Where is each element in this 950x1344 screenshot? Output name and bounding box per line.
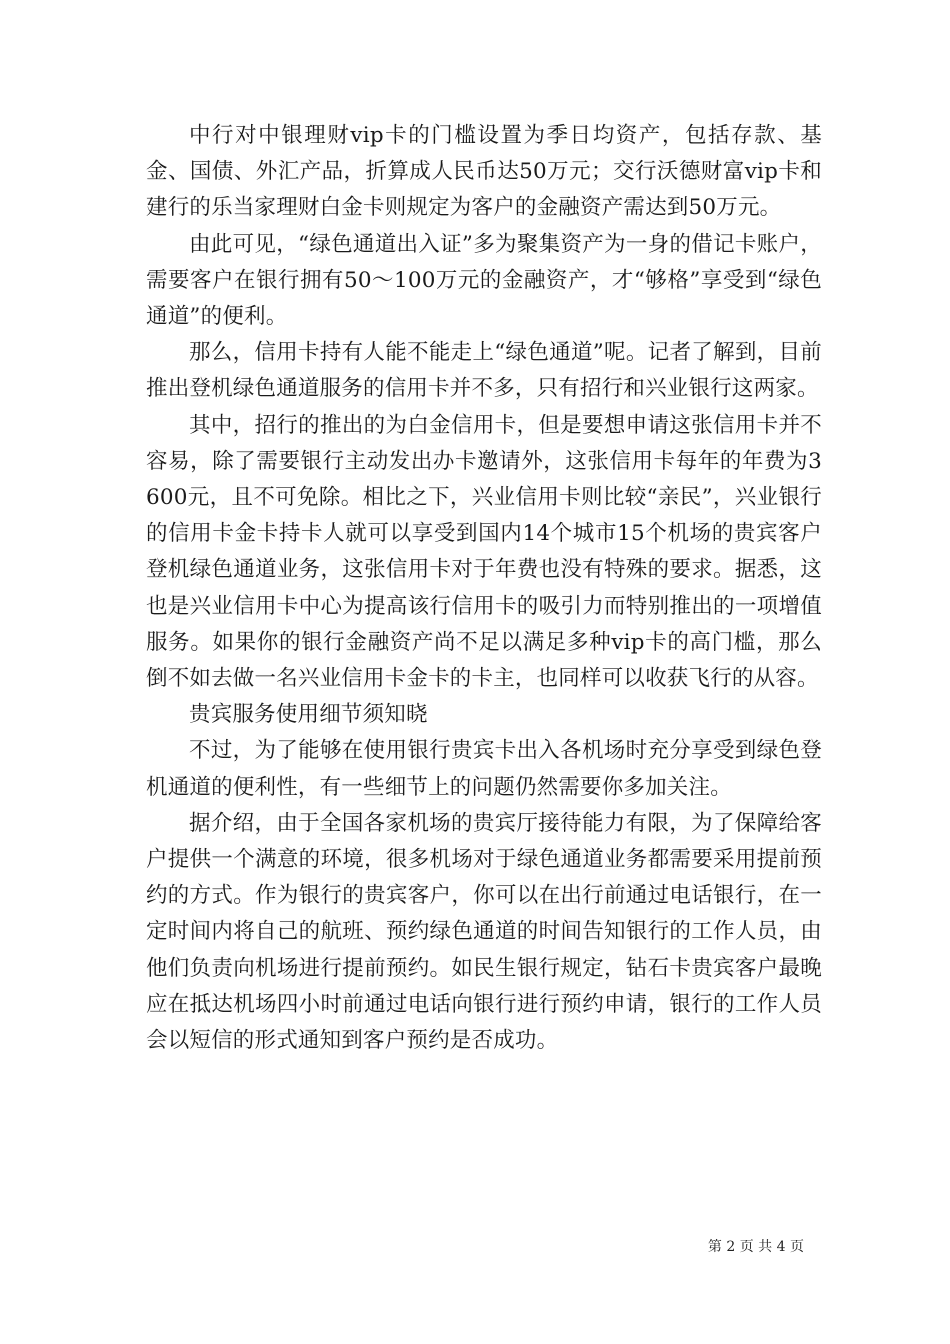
- document-body: [146, 118, 822, 1059]
- section-heading: 贵宾服务使用细节须知晓: [189, 702, 428, 728]
- paragraph-5: 不过，为了能够在使用银行贵宾卡出入各机场时充分享受到绿色登机通道的便利性，有一些细节上的问题仍然需要你多加关注。: [146, 738, 822, 800]
- paragraph-1: 中行对中银理财vip卡的门槛设置为季日均资产，包括存款、基金、国债、外汇产品，折算成人民币达50万元；交行沃德财富vip卡和建行的乐当家理财白金卡则规定为客户的金融资产需达到50万元。: [146, 123, 822, 221]
- page-number: 第 2 页 共 4 页: [707, 1239, 804, 1255]
- paragraph-3: 那么，信用卡持有人能不能走上“绿色通道”呢。记者了解到，目前推出登机绿色通道服务的信用卡并不多，只有招行和兴业银行这两家。: [146, 340, 822, 402]
- paragraph-6: 据介绍，由于全国各家机场的贵宾厅接待能力有限，为了保障给客户提供一个满意的环境，很多机场对于绿色通道业务都需要采用提前预约的方式。作为银行的贵宾客户，你可以在出行前通过电话银行，在一定时间内将自己的航班、预约绿色通道的时间告知银行的工作人员，由他们负责向机场进行提前预约。如民生银行规定，钻石卡贵宾客户最晚应在抵达机场四小时前通过电话向银行进行预约申请，银行的工作人员会以短信的形式通知到客户预约是否成功。: [146, 810, 822, 1054]
- paragraph-4: 其中，招行的推出的为白金信用卡，但是要想申请这张信用卡并不容易，除了需要银行主动发出办卡邀请外，这张信用卡每年的年费为3600元，且不可免除。相比之下，兴业信用卡则比较“亲民”，兴业银行的信用卡金卡持卡人就可以享受到国内14个城市15个机场的贵宾客户登机绿色通道业务，这张信用卡对于年费也没有特殊的要求。据悉，这也是兴业信用卡中心为提高该行信用卡的吸引力而特别推出的一项增值服务。如果你的银行金融资产尚不足以满足多种vip卡的高门槛，那么倒不如去做一名兴业信用卡金卡的卡主，也同样可以收获飞行的从容。: [146, 412, 822, 692]
- paragraph-2: 由此可见，“绿色通道出入证”多为聚集资产为一身的借记卡账户，需要客户在银行拥有50～100万元的金融资产，才“够格”享受到“绿色通道”的便利。: [146, 231, 822, 330]
